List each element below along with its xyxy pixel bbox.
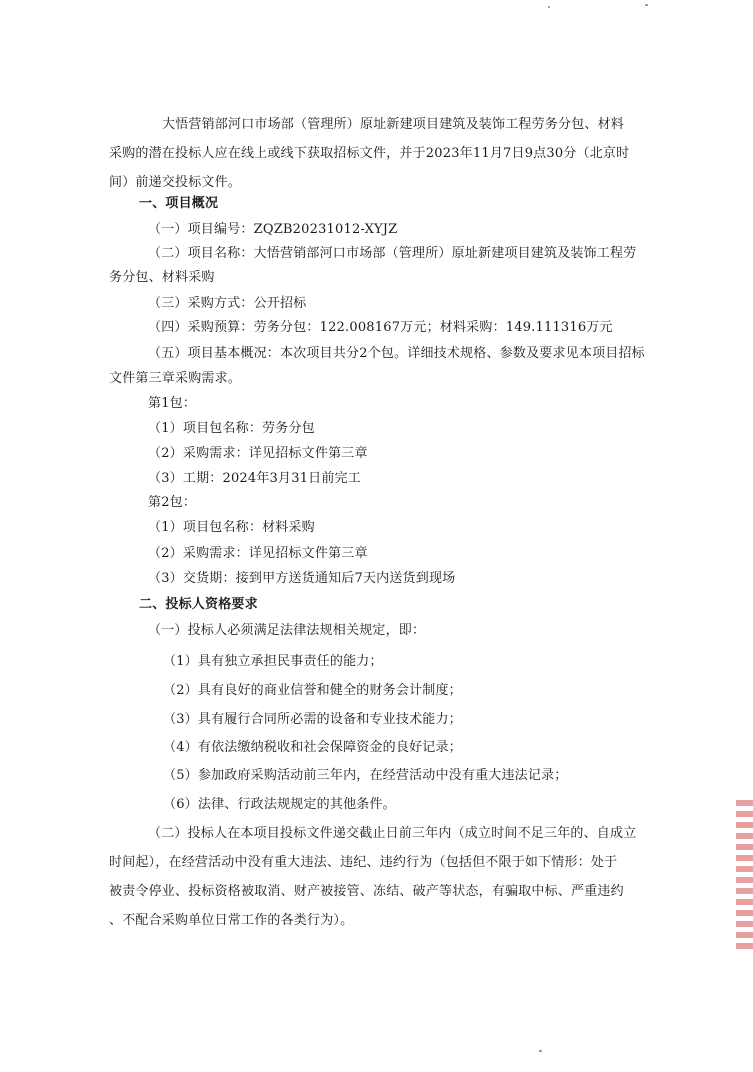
package-2-title: 第2包： [148,495,197,510]
package-1-line: （1）项目包名称：劳务分包 [148,421,315,436]
project-overview-line-2: 文件第三章采购需求。 [109,371,242,386]
package-1-title: 第1包： [148,396,197,411]
package-2-line: （1）项目包名称：材料采购 [148,520,315,535]
requirement-1-item: （5）参加政府采购活动前三年内，在经营活动中没有重大违法记录； [163,768,568,783]
procurement-budget: （四）采购预算：劳务分包：122.008167万元；材料采购：149.111316万元 [148,320,613,335]
project-overview-line-1: （五）项目基本概况：本次项目共分2个包。详细技术规格、参数及要求见本项目招标 [148,346,645,361]
scan-speck [548,6,550,8]
requirement-2-line-2: 时间起），在经营活动中没有重大违法、违纪、违约行为（包括但不限于如下情形：处于 [109,855,618,870]
procurement-method: （三）采购方式：公开招标 [148,296,307,311]
scan-speck [645,4,648,6]
requirement-1-item: （3）具有履行合同所必需的设备和专业技术能力； [163,712,462,727]
intro-line-3: 间）前递交投标文件。 [109,175,242,190]
requirement-1-intro: （一）投标人必须满足法律法规相关规定，即： [148,623,426,638]
project-number: （一）项目编号：ZQZB20231012-XYJZ [148,222,398,237]
requirement-1-item: （6）法律、行政法规规定的其他条件。 [163,797,396,812]
requirement-1-item: （2）具有良好的商业信誉和健全的财务会计制度； [163,683,462,698]
requirement-1-item: （4）有依法缴纳税收和社会保障资金的良好记录； [163,740,462,755]
requirement-1-item: （1）具有独立承担民事责任的能力； [163,654,383,669]
scan-speck [539,1050,542,1052]
package-2-line: （2）采购需求：详见招标文件第三章 [148,546,368,561]
intro-line-2: 采购的潜在投标人应在线上或线下获取招标文件，并于2023年11月7日9点30分（北京时 [109,146,630,161]
package-1-line: （2）采购需求：详见招标文件第三章 [148,446,368,461]
project-name-line-2: 务分包、材料采购 [109,270,215,285]
intro-line-1: 大悟营销部河口市场部（管理所）原址新建项目建筑及装饰工程劳务分包、材料 [162,117,625,132]
section-1-heading: 一、项目概况 [139,196,219,211]
package-1-line: （3）工期：2024年3月31日前完工 [148,471,361,486]
red-seal-edge [736,800,753,950]
requirement-2-line-1: （二）投标人在本项目投标文件递交截止日前三年内（成立时间不足三年的、自成立 [148,826,637,841]
project-name-line-1: （二）项目名称：大悟营销部河口市场部（管理所）原址新建项目建筑及装饰工程劳 [148,246,637,261]
requirement-2-line-3: 被责令停业、投标资格被取消、财产被接管、冻结、破产等状态，有骗取中标、严重违约 [109,884,624,899]
package-2-line: （3）交货期：接到甲方送货通知后7天内送货到现场 [148,571,456,586]
requirement-2-line-4: 、不配合采购单位日常工作的各类行为）。 [109,913,354,928]
section-2-heading: 二、投标人资格要求 [139,597,258,612]
